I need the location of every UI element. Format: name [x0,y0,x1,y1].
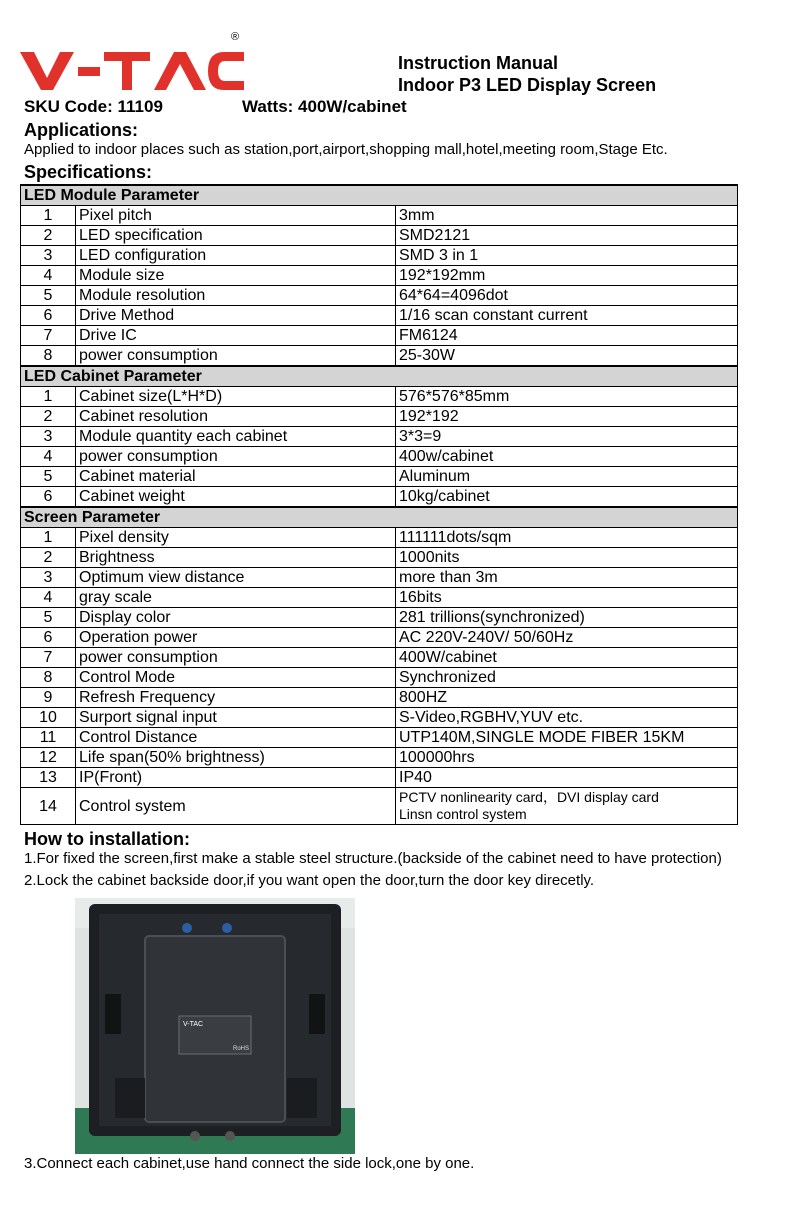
row-value-line: PCTV nonlinearity card，DVI display card [399,789,659,805]
registered-mark: ® [231,31,240,43]
row-name: Control system [76,788,396,825]
row-number: 4 [21,588,76,608]
table-row [21,467,738,487]
row-number: 10 [21,708,76,728]
row-number: 3 [21,246,76,266]
row-value: 1000nits [396,548,738,568]
table-row [21,286,738,306]
installation-step-2: 2.Lock the cabinet backside door,if you want open the door,turn the door key direcetly. [24,872,595,889]
row-value: 800HZ [396,688,738,708]
table-row [21,648,738,668]
row-number: 9 [21,688,76,708]
row-number: 11 [21,728,76,748]
row-value: S-Video,RGBHV,YUV etc. [396,708,738,728]
table-row [21,407,738,427]
table-row [21,427,738,447]
row-name: Cabinet size(L*H*D) [76,387,396,407]
row-value: 1/16 scan constant current [396,306,738,326]
row-number: 4 [21,447,76,467]
section-header [21,366,738,387]
row-value: FM6124 [396,326,738,346]
row-name: Pixel pitch [76,206,396,226]
row-number: 6 [21,628,76,648]
row-number: 8 [21,346,76,367]
row-value: Aluminum [396,467,738,487]
photo-label-brand: V-TAC [183,1021,204,1028]
row-value: SMD 3 in 1 [396,246,738,266]
table-row [21,206,738,226]
row-name: power consumption [76,648,396,668]
row-value: 192*192 [396,407,738,427]
photo-label-rohs: RoHS [233,1046,250,1052]
applications-text: Applied to indoor places such as station,port,airport,shopping mall,hotel,meeting room,Stage Etc. [24,141,668,158]
row-name: Module resolution [76,286,396,306]
row-number: 2 [21,407,76,427]
row-name: power consumption [76,447,396,467]
row-value: AC 220V-240V/ 50/60Hz [396,628,738,648]
row-value: 576*576*85mm [396,387,738,407]
row-value: 281 trillions(synchronized) [396,608,738,628]
row-value: 3mm [396,206,738,226]
row-name: LED specification [76,226,396,246]
installation-step-3: 3.Connect each cabinet,use hand connect the side lock,one by one. [24,1155,475,1172]
section-header [21,185,738,206]
row-value: 400W/cabinet [396,648,738,668]
table-row [21,568,738,588]
row-value: SMD2121 [396,226,738,246]
table-row [21,708,738,728]
section-title: Screen Parameter [21,507,738,528]
row-name: Cabinet resolution [76,407,396,427]
section-title: LED Module Parameter [21,185,738,206]
table-row [21,608,738,628]
row-value: 16bits [396,588,738,608]
table-row [21,306,738,326]
row-number: 5 [21,467,76,487]
row-number: 12 [21,748,76,768]
row-name: Life span(50% brightness) [76,748,396,768]
row-number: 5 [21,286,76,306]
row-number: 2 [21,548,76,568]
row-name: Module quantity each cabinet [76,427,396,447]
row-number: 2 [21,226,76,246]
row-value [396,788,738,825]
table-row [21,628,738,648]
row-name: Pixel density [76,528,396,548]
product-title: Indoor P3 LED Display Screen [398,75,657,95]
row-name: Cabinet weight [76,487,396,508]
table-row [21,246,738,266]
row-number: 6 [21,487,76,508]
row-number: 5 [21,608,76,628]
table-row [21,387,738,407]
row-value: 25-30W [396,346,738,367]
table-row [21,688,738,708]
row-name: LED configuration [76,246,396,266]
row-value: Synchronized [396,668,738,688]
row-number: 8 [21,668,76,688]
row-value-line: Linsn control system [399,806,527,822]
row-value: more than 3m [396,568,738,588]
specifications-heading: Specifications: [24,162,153,182]
row-name: Display color [76,608,396,628]
row-value: 192*192mm [396,266,738,286]
row-number: 6 [21,306,76,326]
row-value: 3*3=9 [396,427,738,447]
table-row [21,326,738,346]
row-name: Drive IC [76,326,396,346]
table-row [21,226,738,246]
cabinet-backside-photo [75,898,355,1154]
row-value: 10kg/cabinet [396,487,738,508]
table-row [21,788,738,825]
row-name: Module size [76,266,396,286]
row-number: 7 [21,648,76,668]
row-name: Drive Method [76,306,396,326]
row-value: 111111dots/sqm [396,528,738,548]
row-number: 3 [21,568,76,588]
row-number: 3 [21,427,76,447]
manual-title: Instruction Manual [398,53,559,73]
table-row [21,266,738,286]
table-row [21,548,738,568]
row-name: Surport signal input [76,708,396,728]
specification-table [20,184,738,825]
row-number: 14 [21,788,76,825]
row-number: 1 [21,528,76,548]
installation-step-1: 1.For fixed the screen,first make a stable steel structure.(backside of the cabinet need to have protection) [24,850,722,867]
table-row [21,668,738,688]
row-number: 7 [21,326,76,346]
row-value: IP40 [396,768,738,788]
row-name: gray scale [76,588,396,608]
row-name: IP(Front) [76,768,396,788]
row-number: 4 [21,266,76,286]
row-name: Refresh Frequency [76,688,396,708]
row-number: 13 [21,768,76,788]
row-value: 400w/cabinet [396,447,738,467]
row-value: 100000hrs [396,748,738,768]
section-header [21,507,738,528]
table-row [21,487,738,508]
installation-heading: How to installation: [24,829,190,849]
row-name: power consumption [76,346,396,367]
row-name: Operation power [76,628,396,648]
table-row [21,447,738,467]
table-row [21,588,738,608]
v-tac-logo [20,34,244,92]
row-number: 1 [21,206,76,226]
row-name: Cabinet material [76,467,396,487]
watts: Watts: 400W/cabinet [242,97,407,116]
applications-heading: Applications: [24,120,139,140]
table-row [21,528,738,548]
row-number: 1 [21,387,76,407]
row-name: Control Mode [76,668,396,688]
table-row [21,728,738,748]
row-name: Optimum view distance [76,568,396,588]
table-row [21,748,738,768]
row-name: Brightness [76,548,396,568]
row-value: UTP140M,SINGLE MODE FIBER 15KM [396,728,738,748]
table-row [21,768,738,788]
row-value: 64*64=4096dot [396,286,738,306]
sku-code: SKU Code: 11109 [24,97,163,116]
table-row [21,346,738,367]
section-title: LED Cabinet Parameter [21,366,738,387]
row-name: Control Distance [76,728,396,748]
